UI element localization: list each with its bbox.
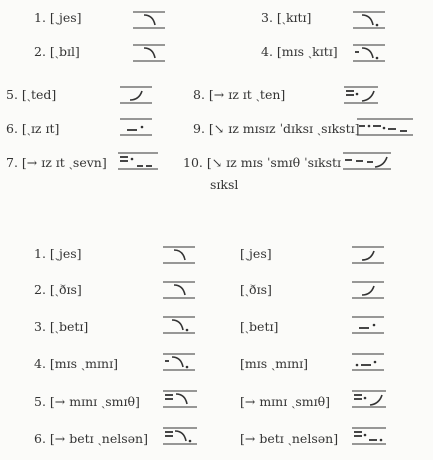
tone-diagram bbox=[352, 244, 384, 266]
item-label: 5. [→ mɪnɪ ˏsmɪθ] bbox=[34, 394, 140, 409]
tone-diagram bbox=[118, 150, 158, 172]
item-label: 10. [↘ ɪz mɪs ˈsmɪθ ˈsɪkstɪ bbox=[183, 155, 342, 170]
tone-diagram bbox=[353, 9, 385, 31]
tone-diagram bbox=[163, 244, 195, 266]
item-label: 6. [→ betɪ ˏnelsən] bbox=[34, 431, 148, 446]
item-label: 6. [ˏɪz ɪt] bbox=[6, 121, 60, 136]
tone-diagram bbox=[163, 351, 195, 373]
tone-diagram bbox=[357, 116, 413, 138]
tone-diagram bbox=[352, 388, 386, 410]
tone-diagram bbox=[163, 279, 195, 301]
item-label: 3. [ˏbetɪ] bbox=[34, 319, 89, 334]
tone-diagram bbox=[120, 84, 152, 106]
tone-diagram bbox=[120, 116, 152, 138]
tone-diagram bbox=[353, 42, 385, 64]
item-label: 1. [ˏjes] bbox=[34, 10, 82, 25]
tone-diagram bbox=[163, 314, 195, 336]
tone-diagram bbox=[352, 425, 386, 447]
tone-diagram bbox=[344, 84, 378, 106]
item-label: 9. [↘ ɪz mɪsɪz ˈdɪksɪ ˏsɪkstɪ] bbox=[193, 121, 360, 136]
item-label: [ˏðɪs] bbox=[240, 282, 272, 297]
item-label-continuation: sɪksl bbox=[210, 177, 239, 192]
item-label: 8. [→ ɪz ɪt ˏten] bbox=[193, 87, 286, 102]
item-label: 1. [ˏjes] bbox=[34, 246, 82, 261]
item-label: [ˏbetɪ] bbox=[240, 319, 279, 334]
tone-diagram bbox=[343, 150, 391, 172]
item-label: [→ betɪ ˏnelsən] bbox=[240, 431, 339, 446]
tone-diagram bbox=[352, 279, 384, 301]
tone-diagram bbox=[163, 425, 197, 447]
tone-diagram bbox=[352, 314, 384, 336]
item-label: 3. [ˏkɪtɪ] bbox=[261, 10, 312, 25]
tone-diagram bbox=[133, 9, 165, 31]
item-label: 4. [mɪs ˏkɪtɪ] bbox=[261, 44, 338, 59]
item-label: 2. [ˏbɪl] bbox=[34, 44, 80, 59]
item-label: [→ mɪnɪ ˏsmɪθ] bbox=[240, 394, 331, 409]
item-label: 4. [mɪs ˏmɪnɪ] bbox=[34, 356, 118, 371]
tone-diagram bbox=[352, 351, 384, 373]
tone-diagram bbox=[163, 388, 197, 410]
item-label: 5. [ˏted] bbox=[6, 87, 57, 102]
item-label: [ˏjes] bbox=[240, 246, 272, 261]
item-label: 2. [ˏðɪs] bbox=[34, 282, 82, 297]
item-label: 7. [→ ɪz ɪt ˏsevn] bbox=[6, 155, 107, 170]
item-label: [mɪs ˏmɪnɪ] bbox=[240, 356, 309, 371]
tone-diagram bbox=[133, 42, 165, 64]
